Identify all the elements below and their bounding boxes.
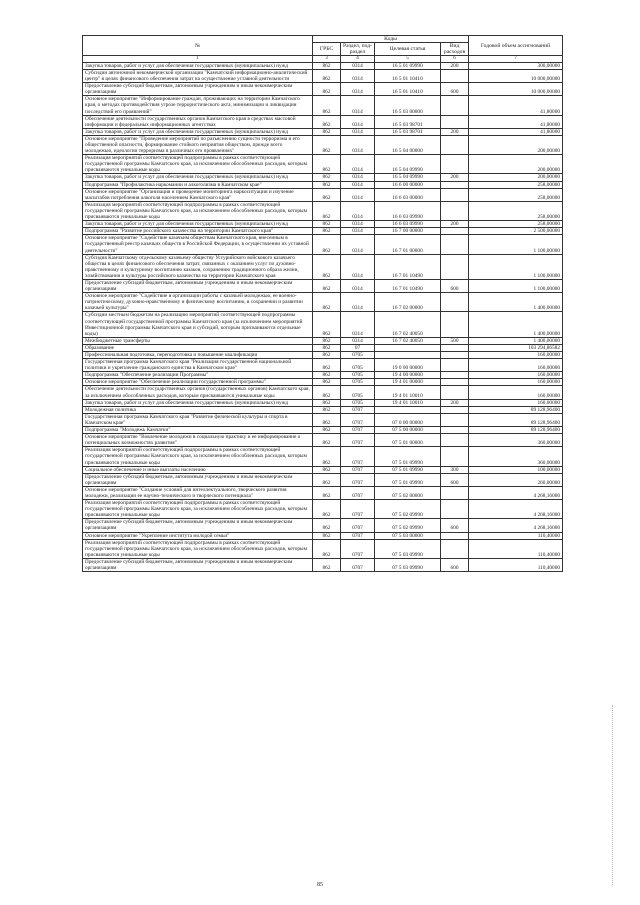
row-section: 0314 [341,279,375,292]
row-amount: 41,80000 [469,96,563,115]
row-target: 07 5 00 00000 [375,427,441,434]
row-grbs: 862 [313,221,341,228]
row-section: 0314 [341,235,375,254]
row-name: Закупка товаров, работ и услуг для обеспечения государственных (муниципальных) нужд [83,399,313,406]
row-expense: 200 [441,128,469,135]
row-name: Реализация мероприятий соответствующей подпрограммы в рамках соответствующей государственной программы Камчатского края, за исключением обособленных расходов, которым присваиваются уникальные коды [83,201,313,220]
row-section: 0314 [341,337,375,344]
row-section: 0707 [341,532,375,539]
column-number: 4 [341,56,375,63]
row-target: 16 5 01 10410 [375,83,441,96]
row-amount: 4 268,16000 [469,486,563,499]
table-row [83,558,563,571]
table-row [83,69,563,82]
row-expense: 600 [441,83,469,96]
row-section: 0707 [341,486,375,499]
row-expense [441,532,469,539]
row-section: 0314 [341,181,375,188]
row-amount: 258,00000 [469,221,563,228]
row-target: 16 6 03 00000 [375,188,441,201]
row-section: 07 [341,344,375,351]
table-row [83,539,563,558]
header-amount: Годовой объем ассигнований [469,36,563,56]
row-amount: 200,00000 [469,174,563,181]
row-section: 0707 [341,466,375,473]
row-target: 07 5 02 09990 [375,519,441,532]
row-amount: 258,00000 [469,188,563,201]
table-row [83,155,563,174]
row-section: 0314 [341,115,375,128]
row-target: 16 7 01 00000 [375,235,441,254]
row-expense [441,69,469,82]
row-amount: 103 294,86582 [469,344,563,351]
row-name: Подпрограмма "Молодежь Камчатки" [83,427,313,434]
row-amount: 1 100,00000 [469,235,563,254]
row-grbs: 862 [313,188,341,201]
row-amount: 89 128,96400 [469,427,563,434]
table-row [83,135,563,154]
row-grbs: 862 [313,372,341,379]
row-name: Реализация мероприятий соответствующей подпрограммы в рамках соответствующей государственной программы Камчатского края, за исключением обособленных расходов, которым присваиваются уникальные коды [83,539,313,558]
row-target: 19 0 00 00000 [375,359,441,372]
row-grbs: 862 [313,558,341,571]
row-name: Основное мероприятие "Вовлечение молодежи в социальную практику и ее информирование о потенциальных возможностях развития" [83,434,313,447]
row-name: Основное мероприятие "Информирование граждан, проживающих на территории Камчатского края, о методах противодействия угрозе террористического акта, минимизации и ликвидации последствий его проявлений" [83,96,313,115]
row-name: Предоставление субсидий бюджетным, автономным учреждениям и иным некоммерческим организациям [83,558,313,571]
table-row [83,337,563,344]
row-expense [441,235,469,254]
row-grbs: 862 [313,447,341,466]
row-section: 0314 [341,201,375,220]
row-section: 0705 [341,352,375,359]
table-row [83,486,563,499]
row-expense [441,293,469,312]
row-expense [441,135,469,154]
row-expense: 600 [441,473,469,486]
row-amount: 110,40000 [469,558,563,571]
row-target: 07 5 01 09990 [375,447,441,466]
row-grbs: 862 [313,500,341,519]
row-expense [441,539,469,558]
table-row [83,532,563,539]
row-target: 07 0 00 00000 [375,413,441,426]
table-row [83,201,563,220]
row-grbs: 862 [313,399,341,406]
row-target: 19 4 01 00000 [375,379,441,386]
table-row [83,434,563,447]
row-grbs: 862 [313,337,341,344]
header-grbs: ГРБС [313,43,341,56]
row-grbs: 862 [313,115,341,128]
row-amount: 160,00000 [469,372,563,379]
table-row [83,96,563,115]
row-target: 07 5 01 09990 [375,466,441,473]
row-section: 0707 [341,434,375,447]
margin-mark [612,705,614,885]
header-no: № [83,36,313,56]
row-expense [441,96,469,115]
row-amount: 1 400,00000 [469,312,563,337]
table-row [83,181,563,188]
row-amount: 160,00000 [469,379,563,386]
row-target: 16 7 01 10490 [375,254,441,279]
row-target: 19 4 00 00000 [375,372,441,379]
row-amount: 1 100,00000 [469,254,563,279]
row-name: Основное мероприятие "Укрепление института молодой семьи" [83,532,313,539]
row-expense [441,406,469,413]
row-name: Подпрограмма "Профилактика наркомании и алкоголизма в Камчатском крае" [83,181,313,188]
row-amount: 260,00000 [469,473,563,486]
table-row [83,413,563,426]
table-row [83,466,563,473]
row-amount: 100,00000 [469,466,563,473]
table-row [83,447,563,466]
budget-table [82,35,563,572]
row-name: Основное мероприятие "Создание условий для интеллектуального, творческого развития молодежи, реализации ее научно-технического и творческого потенциала" [83,486,313,499]
table-row [83,473,563,486]
row-section: 0314 [341,188,375,201]
table-row [83,359,563,372]
row-amount: 2 500,00000 [469,228,563,235]
row-name: Основное мероприятие "Проведение мероприятий по разъяснению сущности терроризма и его общественной опасности, формирование стойкого неприятия обществом, прежде всего молодежью, идеологии терроризма в различных его проявлениях" [83,135,313,154]
table-body [83,62,563,571]
row-amount: 160,00000 [469,386,563,399]
row-target: 07 5 03 09990 [375,539,441,558]
row-name: Предоставление субсидий бюджетным, автономным учреждениям и иным некоммерческим организациям [83,279,313,292]
row-target: 07 5 01 09990 [375,473,441,486]
row-expense: 200 [441,221,469,228]
row-grbs: 862 [313,359,341,372]
row-amount: 41,80000 [469,128,563,135]
row-target: 07 5 03 09990 [375,558,441,571]
header-target: Целевая статья [375,43,441,56]
row-name: Государственная программа Камчатского края "Реализация государственной национальной политики и укрепление гражданского единства в Камчатском крае" [83,359,313,372]
row-target: 16 7 00 00000 [375,228,441,235]
row-target: 16 5 04 09990 [375,155,441,174]
row-target: 19 4 01 10010 [375,399,441,406]
row-section: 0314 [341,62,375,69]
row-name: Государственная программа Камчатского края "Развитие физической культуры и спорта в Камчатском крае" [83,413,313,426]
row-grbs: 862 [313,473,341,486]
row-name: Основное мероприятие "Обеспечение реализации государственной программы" [83,379,313,386]
row-amount: 10 000,00000 [469,69,563,82]
row-expense [441,228,469,235]
row-target: 16 5 01 09990 [375,62,441,69]
table-row [83,399,563,406]
row-name: Закупка товаров, работ и услуг для обеспечения государственных (муниципальных) нужд [83,128,313,135]
row-grbs: 862 [313,96,341,115]
row-name: Предоставление субсидий бюджетным, автономным учреждениям и иным некоммерческим организациям [83,519,313,532]
table-row [83,372,563,379]
row-grbs: 862 [313,532,341,539]
row-name: Межбюджетные трансферты [83,337,313,344]
row-amount: 360,00000 [469,447,563,466]
table-row [83,519,563,532]
row-name: Закупка товаров, работ и услуг для обеспечения государственных (муниципальных) нужд [83,221,313,228]
row-amount: 89 128,96400 [469,413,563,426]
row-grbs: 862 [313,128,341,135]
table-row [83,83,563,96]
row-expense [441,447,469,466]
row-section: 0707 [341,500,375,519]
row-grbs: 862 [313,344,341,351]
row-target [375,406,441,413]
row-section: 0314 [341,135,375,154]
row-name: Молодежная политика [83,406,313,413]
row-grbs: 862 [313,279,341,292]
row-expense [441,181,469,188]
table-row [83,427,563,434]
row-target: 16 5 03 98701 [375,128,441,135]
row-target: 07 5 02 09990 [375,500,441,519]
row-section: 0707 [341,519,375,532]
table-row [83,344,563,351]
row-section: 0705 [341,386,375,399]
table-row [83,352,563,359]
header-expense: Вид расходов [441,43,469,56]
row-amount: 258,00000 [469,201,563,220]
row-name: Профессиональная подготовка, переподготовка и повышение квалификации [83,352,313,359]
row-grbs: 862 [313,434,341,447]
row-grbs: 862 [313,155,341,174]
row-target: 16 6 03 09990 [375,201,441,220]
table-row [83,221,563,228]
row-expense [441,413,469,426]
row-section: 0314 [341,221,375,228]
row-expense [441,201,469,220]
row-grbs: 862 [313,312,341,337]
row-target [375,352,441,359]
row-grbs: 862 [313,235,341,254]
row-section: 0314 [341,69,375,82]
row-expense [441,344,469,351]
row-expense [441,500,469,519]
row-name: Субсидии автономной некоммерческой организации "Камчатский информационно-аналитический центр" в целях финансового обеспечения затрат на осуществление уставной деятельности [83,69,313,82]
table-row [83,279,563,292]
row-grbs: 862 [313,519,341,532]
row-amount: 1 400,00000 [469,293,563,312]
row-amount: 200,00000 [469,135,563,154]
table-row [83,379,563,386]
row-section: 0314 [341,312,375,337]
row-name: Предоставление субсидий бюджетным, автономным учреждениям и иным некоммерческим организациям [83,83,313,96]
table-row [83,228,563,235]
row-amount: 4 268,16000 [469,500,563,519]
row-amount: 1 100,00000 [469,279,563,292]
column-number: 6 [441,56,469,63]
row-grbs: 862 [313,201,341,220]
row-target: 16 6 03 09990 [375,221,441,228]
row-grbs: 862 [313,406,341,413]
row-name: Подпрограмма "Обеспечение реализации Программы" [83,372,313,379]
row-expense: 600 [441,279,469,292]
row-amount: 110,40000 [469,532,563,539]
table-row [83,128,563,135]
row-grbs: 862 [313,174,341,181]
row-section: 0707 [341,447,375,466]
row-target: 16 5 04 00000 [375,135,441,154]
row-grbs: 862 [313,135,341,154]
row-target: 19 4 01 10010 [375,386,441,399]
row-expense [441,434,469,447]
row-expense [441,352,469,359]
row-amount: 300,00000 [469,62,563,69]
row-name: Образование [83,344,313,351]
row-amount: 160,00000 [469,399,563,406]
row-name: Обеспечение деятельности государственных органов Камчатского края в средствах массовой информации и федеральных информационных агентствах [83,115,313,128]
row-expense: 300 [441,466,469,473]
row-expense [441,386,469,399]
row-target: 07 5 01 00000 [375,434,441,447]
row-expense [441,427,469,434]
row-section: 0707 [341,406,375,413]
row-name: Основное мероприятие "Содействие в организации работы с казачьей молодежью, ее военно-патриотическому, духовно-нравственному и физическому воспитанию, в сохранении и развитии казачьей культуры" [83,293,313,312]
page-number: 85 [317,882,323,888]
row-grbs: 862 [313,254,341,279]
row-name: Основное мероприятие "Организация и проведение мониторинга наркоситуации и изучение масштабов потребления алкоголя населением Камчатского края" [83,188,313,201]
row-section: 0705 [341,372,375,379]
column-number: 1 [83,56,313,63]
row-amount: 110,40000 [469,539,563,558]
row-target: 16 5 01 10410 [375,69,441,82]
row-name: Субсидия Камчатскому отдельскому казачьему обществу Уссурийского войскового казачьего общества в целях финансового обеспечения затрат, связанных с оказанием услуг по духовно-нравственному и культурному воспитанию казаков, сохранению традиционного образа жизни, хозяйствования и культуры российского казачества на территории Камчатского края [83,254,313,279]
row-section: 0707 [341,427,375,434]
row-section: 0707 [341,473,375,486]
row-grbs: 862 [313,352,341,359]
row-grbs: 862 [313,413,341,426]
row-section: 0314 [341,128,375,135]
row-expense [441,359,469,372]
row-expense: 200 [441,174,469,181]
row-expense [441,312,469,337]
row-section: 0314 [341,174,375,181]
row-amount: 1 400,00000 [469,337,563,344]
row-grbs: 862 [313,62,341,69]
row-name: Социальное обеспечение и иные выплаты населению [83,466,313,473]
row-name: Подпрограмма "Развитие российского казачества на территории Камчатского края" [83,228,313,235]
header-section: Раздел, под-раздел [341,43,375,56]
row-expense [441,188,469,201]
row-grbs: 862 [313,83,341,96]
row-section: 0314 [341,96,375,115]
table-row [83,293,563,312]
row-amount: 200,00000 [469,155,563,174]
row-name: Реализация мероприятий соответствующей подпрограммы в рамках соответствующей государственной программы Камчатского края, за исключением обособленных расходов, которым присваиваются уникальные коды [83,447,313,466]
row-grbs: 862 [313,293,341,312]
row-grbs: 862 [313,69,341,82]
row-section: 0705 [341,399,375,406]
row-target: 16 6 00 00000 [375,181,441,188]
row-grbs: 862 [313,386,341,399]
row-section: 0314 [341,254,375,279]
row-amount: 360,00000 [469,434,563,447]
row-expense [441,379,469,386]
row-target: 16 7 02 00000 [375,293,441,312]
row-expense: 500 [441,337,469,344]
row-amount: 258,00000 [469,181,563,188]
table-row [83,188,563,201]
row-name: Субсидии местным бюджетам на реализацию мероприятий соответствующей подпрограммы соответствующей государственной программы Камчатского края (за исключением мероприятий Инвестиционной программы Камчатского края и субсидий, которым присваиваются отдельные коды) [83,312,313,337]
row-name: Обеспечение деятельности государственных органов (государственных органов) Камчатского края, за исключением обособленных расходов, которым присваиваются уникальные коды [83,386,313,399]
row-amount: 4 268,16000 [469,519,563,532]
table-row [83,312,563,337]
row-name: Закупка товаров, работ и услуг для обеспечения государственных (муниципальных) нужд [83,62,313,69]
row-amount: 10 000,00000 [469,83,563,96]
row-grbs: 862 [313,466,341,473]
row-amount: 160,00000 [469,359,563,372]
row-name: Реализация мероприятий соответствующей подпрограммы в рамках соответствующей государственной программы Камчатского края, за исключением обособленных расходов, которым присваиваются уникальные коды [83,155,313,174]
header-codes: Коды [313,36,469,43]
row-target: 16 5 03 98701 [375,115,441,128]
row-amount: 41,80000 [469,115,563,128]
row-target: 16 5 03 00000 [375,96,441,115]
row-grbs: 862 [313,228,341,235]
row-expense [441,372,469,379]
row-grbs: 862 [313,539,341,558]
row-expense: 600 [441,558,469,571]
row-target: 07 5 02 00000 [375,486,441,499]
row-target: 16 7 02 40050 [375,312,441,337]
row-expense [441,254,469,279]
row-grbs: 862 [313,486,341,499]
budget-table-sheet [82,35,562,572]
row-grbs: 862 [313,427,341,434]
table-row [83,406,563,413]
row-expense [441,155,469,174]
table-row [83,174,563,181]
row-target: 07 5 03 00000 [375,532,441,539]
row-section: 0314 [341,293,375,312]
column-number: 7 [469,56,563,63]
row-expense: 200 [441,399,469,406]
row-section: 0314 [341,83,375,96]
row-expense: 200 [441,62,469,69]
row-target [375,344,441,351]
table-row [83,62,563,69]
row-name: Закупка товаров, работ и услуг для обеспечения государственных (муниципальных) нужд [83,174,313,181]
row-section: 0707 [341,413,375,426]
row-name: Предоставление субсидий бюджетным, автономным учреждениям и иным некоммерческим организациям [83,473,313,486]
row-section: 0707 [341,539,375,558]
row-section: 0705 [341,379,375,386]
row-expense: 600 [441,519,469,532]
row-target: 16 7 02 40050 [375,337,441,344]
row-name: Основное мероприятие "Содействие казачьим обществам Камчатского края, внесенным в государственный реестр казачьих обществ в Российской Федерации, в осуществлении их уставной деятельности" [83,235,313,254]
column-numbers-row [83,56,563,63]
row-expense [441,115,469,128]
row-section: 0314 [341,228,375,235]
table-row [83,500,563,519]
row-amount: 160,00000 [469,352,563,359]
table-row [83,115,563,128]
row-expense [441,486,469,499]
row-target: 16 5 04 09990 [375,174,441,181]
row-name: Реализация мероприятий соответствующей подпрограммы в рамках соответствующей государственной программы Камчатского края, за исключением обособленных расходов, которым присваиваются уникальные коды [83,500,313,519]
column-number: 3 [313,56,341,63]
row-amount: 89 128,96400 [469,406,563,413]
table-row [83,254,563,279]
row-section: 0707 [341,558,375,571]
row-target: 16 7 01 10490 [375,279,441,292]
row-grbs: 862 [313,379,341,386]
row-section: 0314 [341,155,375,174]
row-grbs: 862 [313,181,341,188]
table-row [83,235,563,254]
column-number: 5 [375,56,441,63]
table-row [83,386,563,399]
row-section: 0705 [341,359,375,372]
